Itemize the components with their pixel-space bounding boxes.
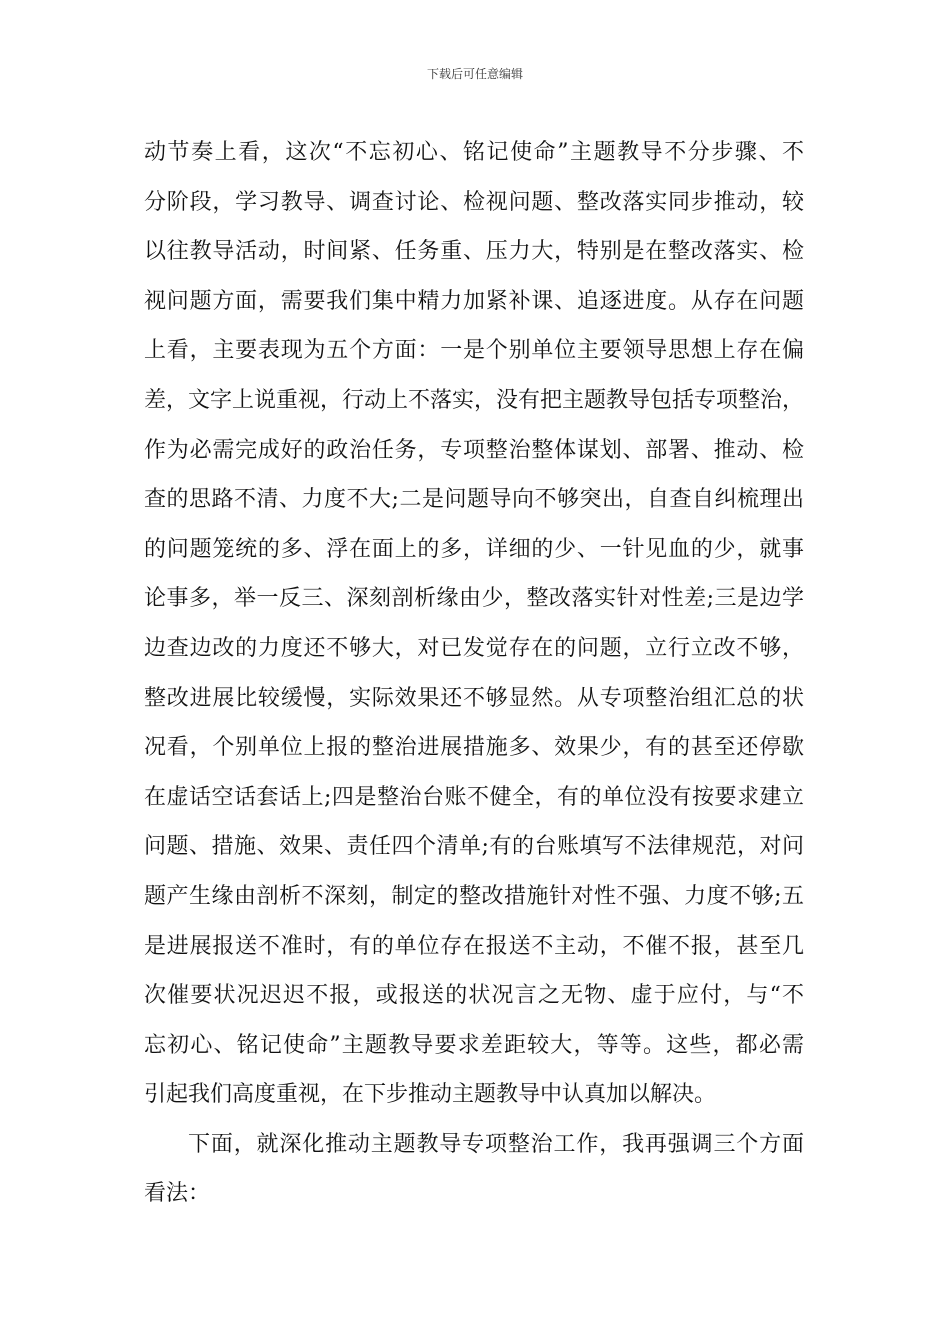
paragraph-2	[144, 1120, 804, 1219]
text-line: 题产生缘由剖析不深刻，制定的整改措施针对性不强、力度不够;五	[144, 883, 804, 909]
text-line: 忘初心、铭记使命”主题教导要求差距较大，等等。这些，都必需	[144, 1032, 804, 1058]
text-line: 下面，就深化推动主题教导专项整治工作，我再强调三个方面	[188, 1131, 804, 1157]
text-line: 作为必需完成好的政治任务，专项整治整体谋划、部署、推动、检	[144, 437, 804, 463]
document-body	[144, 128, 804, 1219]
page-header: 下载后可任意编辑	[426, 67, 523, 81]
text-line: 是进展报送不准时，有的单位存在报送不主动，不催不报，甚至几	[144, 933, 804, 959]
text-line: 动节奏上看，这次“不忘初心、铭记使命”主题教导不分步骤、不	[144, 140, 804, 165]
text-line: 况看，个别单位上报的整治进展措施多、效果少，有的甚至还停歇	[144, 735, 804, 761]
text-line: 在虚话空话套话上;四是整治台账不健全，有的单位没有按要求建立	[144, 784, 804, 810]
text-line: 上看，主要表现为五个方面：一是个别单位主要领导思想上存在偏	[144, 338, 804, 364]
text-line: 论事多，举一反三、深刻剖析缘由少，整改落实针对性差;三是边学	[144, 586, 804, 612]
text-line: 问题、措施、效果、责任四个清单;有的台账填写不法律规范，对问	[144, 834, 804, 860]
text-line: 差，文字上说重视，行动上不落实，没有把主题教导包括专项整治，	[144, 387, 805, 413]
text-line: 的问题笼统的多、浮在面上的多，详细的少、一针见血的少，就事	[144, 536, 804, 562]
text-line: 引起我们高度重视，在下步推动主题教导中认真加以解决。	[144, 1082, 717, 1108]
text-line: 整改进展比较缓慢，实际效果还不够显然。从专项整治组汇总的状	[144, 685, 804, 711]
text-line: 次催要状况迟迟不报，或报送的状况言之无物、虚于应付，与“不	[144, 983, 804, 1009]
text-line: 分阶段，学习教导、调查讨论、检视问题、整改落实同步推动，较	[144, 189, 804, 215]
text-line: 看法：	[144, 1181, 211, 1207]
text-line: 边查边改的力度还不够大，对已发觉存在的问题，立行立改不够，	[144, 635, 804, 661]
text-line: 视问题方面，需要我们集中精力加紧补课、追逐进度。从存在问题	[144, 288, 804, 314]
text-line: 以往教导活动，时间紧、任务重、压力大，特别是在整改落实、检	[144, 239, 804, 265]
text-line: 查的思路不清、力度不大;二是问题导向不够突出，自查自纠梳理出	[144, 487, 804, 513]
paragraph-1	[144, 128, 804, 1120]
